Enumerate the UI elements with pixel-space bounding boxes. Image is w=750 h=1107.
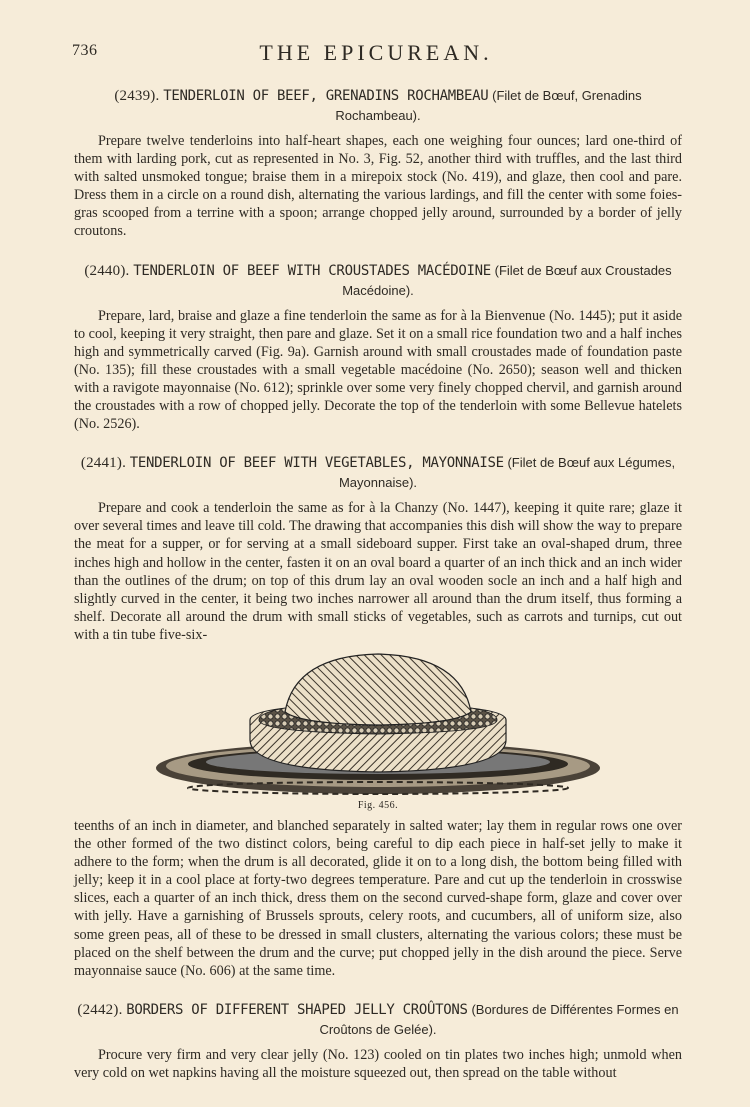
tenderloin-engraving-illustration xyxy=(155,650,601,800)
recipe-heading xyxy=(74,1000,682,1040)
recipe-2439 xyxy=(74,86,682,241)
recipe-title: TENDERLOIN OF BEEF WITH CROUSTADES MACÉDOINE xyxy=(133,262,491,279)
page-number: 736 xyxy=(72,42,98,59)
recipe-heading xyxy=(74,86,682,126)
recipe-body: Prepare twelve tenderloins into half-heart shapes, each one weighing four ounces; lard one-third of them with larding pork, cut as represented in No. 3, Fig. 52, another third with truffles, and the last third with salted unsmoked tongue; braise them in a mirepoix stock (No. 419), and glaze, then cool and pare. Dress them in a circle on a round dish, alternating the various lardings, and fill the center with some foies-gras scooped from a terrine with a spoon; arrange chopped jelly around, surrounded by a border of jelly croutons. xyxy=(74,133,682,240)
recipe-french-title: (Filet de Bœuf aux Croustades Macédoine). xyxy=(342,262,672,298)
recipe-title: TENDERLOIN OF BEEF WITH VEGETABLES, MAYONNAISE xyxy=(129,455,504,472)
page-content xyxy=(74,86,682,1102)
recipe-title: BORDERS OF DIFFERENT SHAPED JELLY CROÛTONS xyxy=(126,1001,468,1018)
figure-456 xyxy=(74,650,682,811)
recipe-title: TENDERLOIN OF BEEF, GRENADINS ROCHAMBEAU xyxy=(163,88,489,104)
running-title: THE EPICUREAN. xyxy=(259,40,493,65)
recipe-2440 xyxy=(74,261,682,434)
recipe-body-continued: teenths of an inch in diameter, and blanched separately in salted water; lay them in regular rows one over the other formed of the two distinct colors, being careful to dip each piece in half-set jelly to make it adhere to the form; when the drum is all decorated, glide it on to a long dish, the bottom being filled with jelly; keep it in a cool place at forty-two degrees temperature. Pare and cut up the tenderloin in crosswise slices, each a quarter of an inch thick, dress them on the second curved-shape form, glaze and cover over with jelly. Have a garnishing of Brussels sprouts, celery roots, and cucumbers, all of uniform size, also some green peas, all of these to be dressed in small clusters, alternating the various colors; these must be placed on the shelf between the drum and the curve; put chopped jelly in the dish around the piece. Serve mayonnaise sauce (No. 606) at the same time. xyxy=(74,817,682,979)
recipe-body: Prepare and cook a tenderloin the same as for à la Chanzy (No. 1447), keeping it quite rare; glaze it over several times and leave till cold. The drawing that accompanies this dish will show the way to prepare the meat for a supper, or for serving at a small sideboard supper. First take an oval-shaped drum, three inches high and hollow in the center, fasten it on an oval board a quarter of an inch thick and an inch wider than the outlines of the drum; on top of this drum lay an oval wooden socle an inch and a half high and slightly curved in the center, it being two inches narrower all around than the drum itself, thus forming a shelf. Decorate all around the drum with small sticks of vegetables, such as carrots and turnips, cut out with a tin tube five-six- xyxy=(74,500,682,643)
recipe-heading xyxy=(74,261,682,301)
page-header xyxy=(72,40,680,68)
recipe-french-title: (Filet de Bœuf, Grenadins Rochambeau). xyxy=(335,88,642,123)
figure-caption: Fig. 456. xyxy=(357,799,399,811)
recipe-body: Prepare, lard, braise and glaze a fine tenderloin the same as for à la Bienvenue (No. 1445); put it aside to cool, keeping it very straight, then pare and glaze. Set it on a small rice foundation two and a half inches high and symmetrically carved (Fig. 9a). Garnish around with small croustades made of foundation paste (No. 135); fill these croustades with a small vegetable macédoine (No. 2650); season well and thicken with a ravigote mayonnaise (No. 612); sprinkle over some very finely chopped chervil, and garnish around the croustades with a row of chopped jelly. Decorate the top of the tenderloin with some Bellevue hatelets (No. 2526). xyxy=(74,307,682,433)
recipe-number: (2439). xyxy=(114,88,160,104)
recipe-body: Procure very firm and very clear jelly (No. 123) cooled on tin plates two inches high; unmold when very cold on wet napkins having all the moisture squeezed out, then spread on the table without xyxy=(74,1046,682,1081)
recipe-french-title: (Bordures de Différentes Formes en Croûtons de Gelée). xyxy=(319,1001,679,1037)
recipe-heading xyxy=(74,453,682,493)
recipe-number: (2440). xyxy=(84,262,130,279)
recipe-french-title: (Filet de Bœuf aux Légumes, Mayonnaise). xyxy=(338,455,676,491)
recipe-2442 xyxy=(74,1000,682,1082)
recipe-number: (2441). xyxy=(80,455,127,472)
recipe-number: (2442). xyxy=(77,1001,123,1018)
recipe-2441 xyxy=(74,453,682,980)
